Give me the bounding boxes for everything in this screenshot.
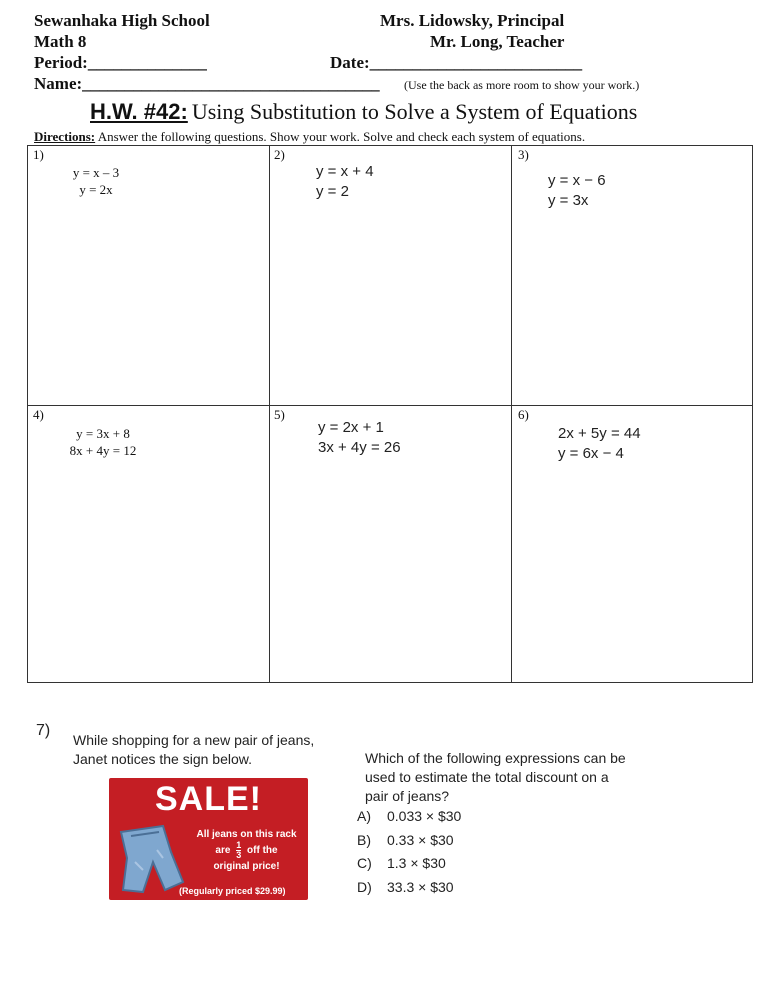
sale-line: All jeans on this rack bbox=[196, 829, 297, 840]
directions-text: Answer the following questions. Show your work. Solve and check each system of equations. bbox=[97, 129, 586, 144]
option-text: 1.3 × $30 bbox=[387, 855, 446, 871]
equation: y = x + 4 bbox=[316, 163, 374, 180]
equation: 2x + 5y = 44 bbox=[558, 425, 641, 442]
problem-number: 7) bbox=[36, 722, 51, 739]
problem-number: 5) bbox=[274, 407, 285, 422]
option-letter: B) bbox=[357, 832, 371, 848]
answer-option-a[interactable] bbox=[357, 808, 461, 824]
q7-prompt-line: Janet notices the sign below. bbox=[73, 751, 253, 767]
problem-5-equations bbox=[318, 418, 401, 458]
sale-word: off the bbox=[247, 845, 278, 857]
school-name: Sewanhaka High School bbox=[34, 11, 210, 30]
grid-divider bbox=[28, 405, 752, 406]
fraction-numerator: 1 bbox=[236, 840, 242, 850]
equation: y = x – 3 bbox=[72, 165, 120, 180]
problem-number: 1) bbox=[33, 147, 44, 162]
equation: 3x + 4y = 26 bbox=[318, 439, 401, 456]
sale-line-fraction bbox=[189, 841, 304, 860]
option-letter: D) bbox=[357, 879, 372, 895]
problem-3-equations bbox=[548, 171, 606, 211]
option-letter: A) bbox=[357, 808, 371, 824]
answer-option-b[interactable] bbox=[357, 832, 454, 848]
problem-number: 2) bbox=[274, 147, 285, 162]
course-name: Math 8 bbox=[34, 32, 87, 51]
sale-word: are bbox=[215, 845, 231, 857]
sale-sign-text bbox=[189, 828, 304, 873]
problem-2-equations bbox=[316, 162, 374, 202]
problem-number: 3) bbox=[518, 147, 529, 162]
equation: y = x − 6 bbox=[548, 172, 606, 189]
problem-4-equations bbox=[58, 425, 148, 459]
option-text: 0.033 × $30 bbox=[387, 808, 462, 824]
period-field[interactable]: Period:______________ bbox=[34, 53, 207, 72]
sale-sign bbox=[109, 778, 308, 900]
equation: y = 3x + 8 bbox=[76, 426, 130, 441]
problem-number: 6) bbox=[518, 407, 529, 422]
fraction-denominator: 3 bbox=[236, 850, 242, 860]
name-field[interactable]: Name:___________________________________ bbox=[34, 74, 380, 93]
homework-number: H.W. #42: bbox=[90, 99, 188, 124]
option-letter: C) bbox=[357, 855, 372, 871]
answer-option-d[interactable] bbox=[357, 879, 454, 895]
directions-label: Directions: bbox=[34, 129, 96, 144]
page-title bbox=[90, 99, 637, 125]
equation: 8x + 4y = 12 bbox=[69, 443, 137, 458]
option-text: 33.3 × $30 bbox=[387, 879, 454, 895]
teacher-name: Mr. Long, Teacher bbox=[430, 32, 565, 51]
answer-option-c[interactable] bbox=[357, 855, 446, 871]
q7-question-line: used to estimate the total discount on a bbox=[365, 769, 609, 785]
directions bbox=[34, 129, 585, 145]
q7-question bbox=[365, 749, 626, 806]
back-page-note: (Use the back as more room to show your work.) bbox=[404, 78, 640, 92]
grid-divider bbox=[269, 146, 270, 682]
principal-name: Mrs. Lidowsky, Principal bbox=[380, 11, 565, 30]
equation: y = 2 bbox=[316, 183, 349, 200]
equation: y = 6x − 4 bbox=[558, 445, 624, 462]
problem-number: 4) bbox=[33, 407, 44, 422]
sale-line: original price! bbox=[213, 861, 280, 872]
sale-sign-title: SALE! bbox=[155, 780, 262, 818]
sale-sign-footer: (Regularly priced $29.99) bbox=[179, 886, 286, 896]
problem-1-equations bbox=[66, 164, 126, 198]
q7-prompt bbox=[73, 731, 314, 769]
title-text: Using Substitution to Solve a System of Equations bbox=[191, 99, 638, 124]
date-field[interactable]: Date:_________________________ bbox=[330, 53, 583, 72]
q7-prompt-line: While shopping for a new pair of jeans, bbox=[73, 732, 315, 748]
q7-question-line: Which of the following expressions can be bbox=[365, 750, 626, 766]
fraction bbox=[236, 841, 241, 860]
option-text: 0.33 × $30 bbox=[387, 832, 454, 848]
problem-grid bbox=[27, 145, 753, 683]
equation: y = 3x bbox=[548, 192, 589, 209]
grid-divider bbox=[511, 146, 512, 682]
problem-6-equations bbox=[558, 424, 641, 464]
equation: y = 2x bbox=[79, 182, 113, 197]
jeans-icon bbox=[113, 822, 191, 896]
q7-question-line: pair of jeans? bbox=[365, 788, 450, 804]
equation: y = 2x + 1 bbox=[318, 419, 384, 436]
